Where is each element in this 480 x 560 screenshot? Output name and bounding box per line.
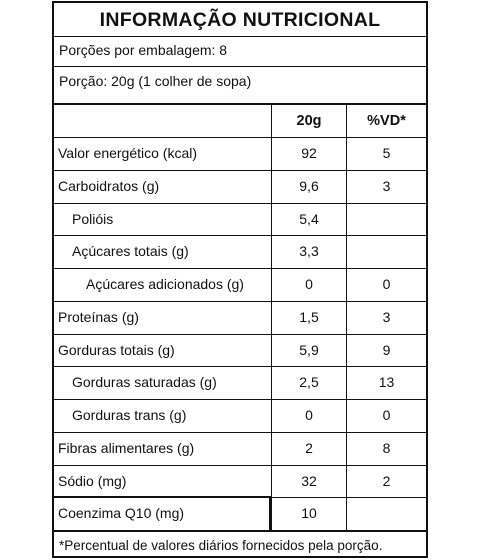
nutrient-name: Proteínas (g) bbox=[58, 308, 139, 325]
nutrient-name: Açúcares totais (g) bbox=[72, 243, 189, 260]
nutrient-daily-value: 2 bbox=[382, 472, 391, 489]
header-per-serving: 20g bbox=[296, 113, 322, 129]
nutrient-row bbox=[54, 170, 426, 203]
table-header-row bbox=[54, 105, 426, 138]
nutrient-name: Açúcares adicionados (g) bbox=[86, 276, 244, 292]
label-title: INFORMAÇÃO NUTRICIONAL bbox=[54, 3, 426, 37]
nutrient-daily-value: 0 bbox=[382, 276, 391, 292]
highlight-box bbox=[54, 496, 271, 530]
nutrient-row bbox=[54, 366, 426, 399]
nutrient-daily-value: 0 bbox=[382, 407, 391, 423]
nutrient-name: Gorduras saturadas (g) bbox=[72, 374, 217, 391]
nutrient-row bbox=[54, 334, 426, 367]
nutrient-amount: 10 bbox=[301, 505, 317, 522]
nutrient-row bbox=[54, 432, 426, 465]
nutrient-daily-value: 13 bbox=[378, 374, 395, 391]
nutrient-row bbox=[54, 399, 426, 432]
nutrient-amount: 5,4 bbox=[299, 210, 319, 227]
nutrient-row bbox=[54, 235, 426, 268]
nutrient-amount: 1,5 bbox=[299, 308, 319, 325]
nutrient-row bbox=[54, 465, 426, 498]
info-divider bbox=[54, 66, 426, 67]
table-bottom-border bbox=[54, 530, 426, 532]
nutrient-name: Valor energético (kcal) bbox=[58, 145, 198, 161]
nutrient-daily-value: 9 bbox=[382, 341, 391, 358]
nutrient-daily-value: 5 bbox=[382, 145, 391, 161]
nutrient-daily-value bbox=[347, 497, 426, 530]
nutrient-row bbox=[54, 137, 426, 170]
nutrient-daily-value: 8 bbox=[382, 439, 391, 456]
nutrient-daily-value bbox=[347, 203, 426, 236]
nutrient-name: Polióis bbox=[72, 210, 114, 227]
nutrient-amount: 3,3 bbox=[299, 243, 319, 260]
servings-per-package: Porções por embalagem: 8 bbox=[59, 42, 228, 58]
nutrient-amount: 0 bbox=[305, 407, 313, 423]
nutrient-name: Gorduras totais (g) bbox=[58, 341, 175, 358]
nutrient-name: Gorduras trans (g) bbox=[72, 407, 187, 423]
nutrient-amount: 2 bbox=[305, 439, 313, 456]
header-daily-value: %VD* bbox=[367, 113, 406, 129]
nutrient-daily-value bbox=[347, 235, 426, 268]
nutrient-daily-value: 3 bbox=[382, 177, 391, 194]
nutrient-amount: 92 bbox=[301, 145, 317, 161]
nutrition-facts-label bbox=[52, 1, 428, 558]
nutrient-name: Carboidratos (g) bbox=[58, 177, 160, 194]
nutrient-amount: 5,9 bbox=[299, 341, 319, 358]
nutrient-row bbox=[54, 301, 426, 334]
nutrient-amount: 0 bbox=[305, 276, 313, 292]
nutrient-amount: 32 bbox=[301, 472, 317, 489]
nutrient-row bbox=[54, 268, 426, 301]
header-nutrient bbox=[54, 105, 271, 137]
nutrient-name: Sódio (mg) bbox=[58, 472, 127, 489]
serving-size: Porção: 20g (1 colher de sopa) bbox=[59, 73, 252, 89]
nutrient-name: Fibras alimentares (g) bbox=[58, 439, 195, 456]
nutrient-name: Coenzima Q10 (mg) bbox=[58, 505, 185, 522]
nutrient-row bbox=[54, 203, 426, 236]
nutrient-amount: 9,6 bbox=[299, 177, 319, 194]
footnote: *Percentual de valores diários fornecidos pela porção. bbox=[59, 538, 383, 553]
nutrient-daily-value: 3 bbox=[382, 308, 391, 325]
nutrient-amount: 2,5 bbox=[299, 374, 319, 391]
